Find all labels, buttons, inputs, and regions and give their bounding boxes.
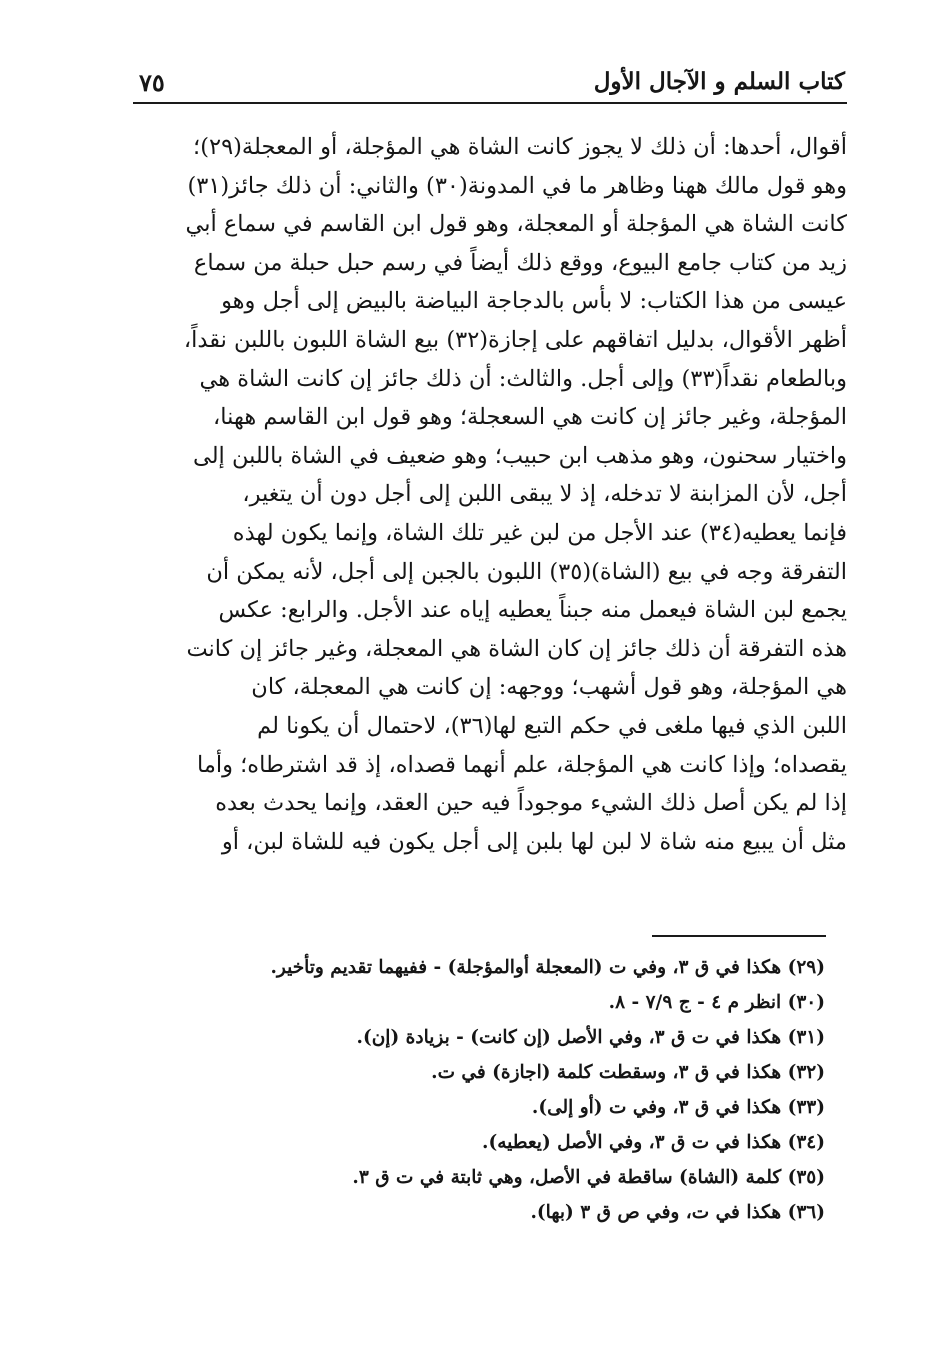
running-title: كتاب السلم و الآجال الأول: [593, 68, 845, 95]
footnote-item: (٣٠) انظر م ٤ - ج ٧/٩ - ٨.: [608, 992, 825, 1013]
text-line: عيسى من هذا الكتاب: لا بأس بالدجاجة البياضة بالبيض إلى أجل وهو: [221, 288, 847, 315]
text-line: يقصداه؛ وإذا كانت هي المؤجلة، علم أنهما قصداه، إذ قد اشترطاه؛ وأما: [196, 751, 847, 778]
text-line: زيد من كتاب جامع البيوع، ووقع ذلك أيضاً في رسم حبل حبلة من سماع: [193, 249, 847, 276]
text-line: إذا لم يكن أصل ذلك الشيء موجوداً فيه حين العقد، وإنما يحدث بعده: [215, 790, 847, 817]
footnote-item: (٣١) هكذا في ت ق ٣، وفي الأصل (إن كانت) - بزيادة (إن).: [356, 1027, 825, 1048]
text-line: واختيار سحنون، وهو مذهب ابن حبيب؛ وهو ضعيف في الشاة باللبن إلى: [192, 442, 847, 469]
text-line: فإنما يعطيه(٣٤) عند الأجل من لبن غير تلك الشاة، وإنما يكون لهذه: [232, 519, 847, 546]
text-line: المؤجلة، وغير جائز إن كانت هي السعجلة؛ وهو قول ابن القاسم ههنا،: [213, 404, 847, 431]
footnote-item: (٣٤) هكذا في ت ق ٣، وفي الأصل (يعطيه).: [482, 1132, 825, 1153]
text-line: وهو قول مالك ههنا وظاهر ما في المدونة(٣٠) والثاني: أن ذلك جائز(٣١): [187, 172, 847, 199]
text-line: يجمع لبن الشاة فيعمل منه جبناً يعطيه إياه عند الأجل. والرابع: عكس: [218, 597, 847, 624]
main-text: [133, 128, 847, 861]
text-line: أقوال، أحدها: أن ذلك لا يجوز كانت الشاة هي المؤجلة، أو المعجلة(٢٩)؛: [193, 134, 847, 160]
text-line: هي المؤجلة، وهو قول أشهب؛ ووجهه: إن كانت هي المعجلة، كان: [251, 674, 847, 701]
footnote-item: (٣٢) هكذا في ق ٣، وسقطت كلمة (اجازة) في ت.: [431, 1062, 825, 1083]
page-header: [133, 62, 847, 104]
footnote-item: (٣٦) هكذا في ت، وفي ص ق ٣ (بها).: [530, 1202, 825, 1223]
footnote-item: (٢٩) هكذا في ق ٣، وفي ت (المعجلة أوالمؤجلة) - ففيهما تقديم وتأخير.: [270, 957, 825, 978]
footnote-item: (٣٥) كلمة (الشاة) ساقطة في الأصل، وهي ثابتة في ت ق ٣.: [352, 1167, 825, 1188]
footnote-item: (٣٣) هكذا في ق ٣، وفي ت (أو إلى).: [531, 1097, 825, 1118]
footnotes: [133, 950, 825, 1230]
text-line: التفرقة وجه في بيع (الشاة)(٣٥) اللبون بالجبن إلى أجل، لأنه يمكن أن: [206, 558, 847, 585]
text-line: وبالطعام نقداً(٣٣) وإلى أجل. والثالث: أن ذلك جائز إن كانت الشاة هي: [199, 365, 847, 392]
text-line: كانت الشاة هي المؤجلة أو المعجلة، وهو قول ابن القاسم في سماع أبي: [185, 211, 847, 238]
text-line: أظهر الأقوال، بدليل اتفاقهم على إجازة(٣٢) بيع الشاة اللبون باللبن نقداً،: [183, 326, 847, 353]
text-line: أجل، لأن المزابنة لا تدخله، إذ لا يبقى اللبن إلى أجل دون أن يتغير،: [242, 481, 847, 508]
footnote-separator: [652, 935, 826, 937]
text-line: اللبن الذي فيها ملغى في حكم التبع لها(٣٦)، لاحتمال أن يكونا لم: [257, 712, 847, 739]
text-line: هذه التفرقة أن ذلك جائز إن كان الشاة هي المعجلة، وغير جائز إن كانت: [186, 635, 847, 662]
page-number: ٧٥: [139, 68, 165, 97]
text-line: مثل أن يبيع منه شاة لا لبن لها بلبن إلى أجل يكون فيه للشاة لبن، أو: [221, 828, 847, 855]
